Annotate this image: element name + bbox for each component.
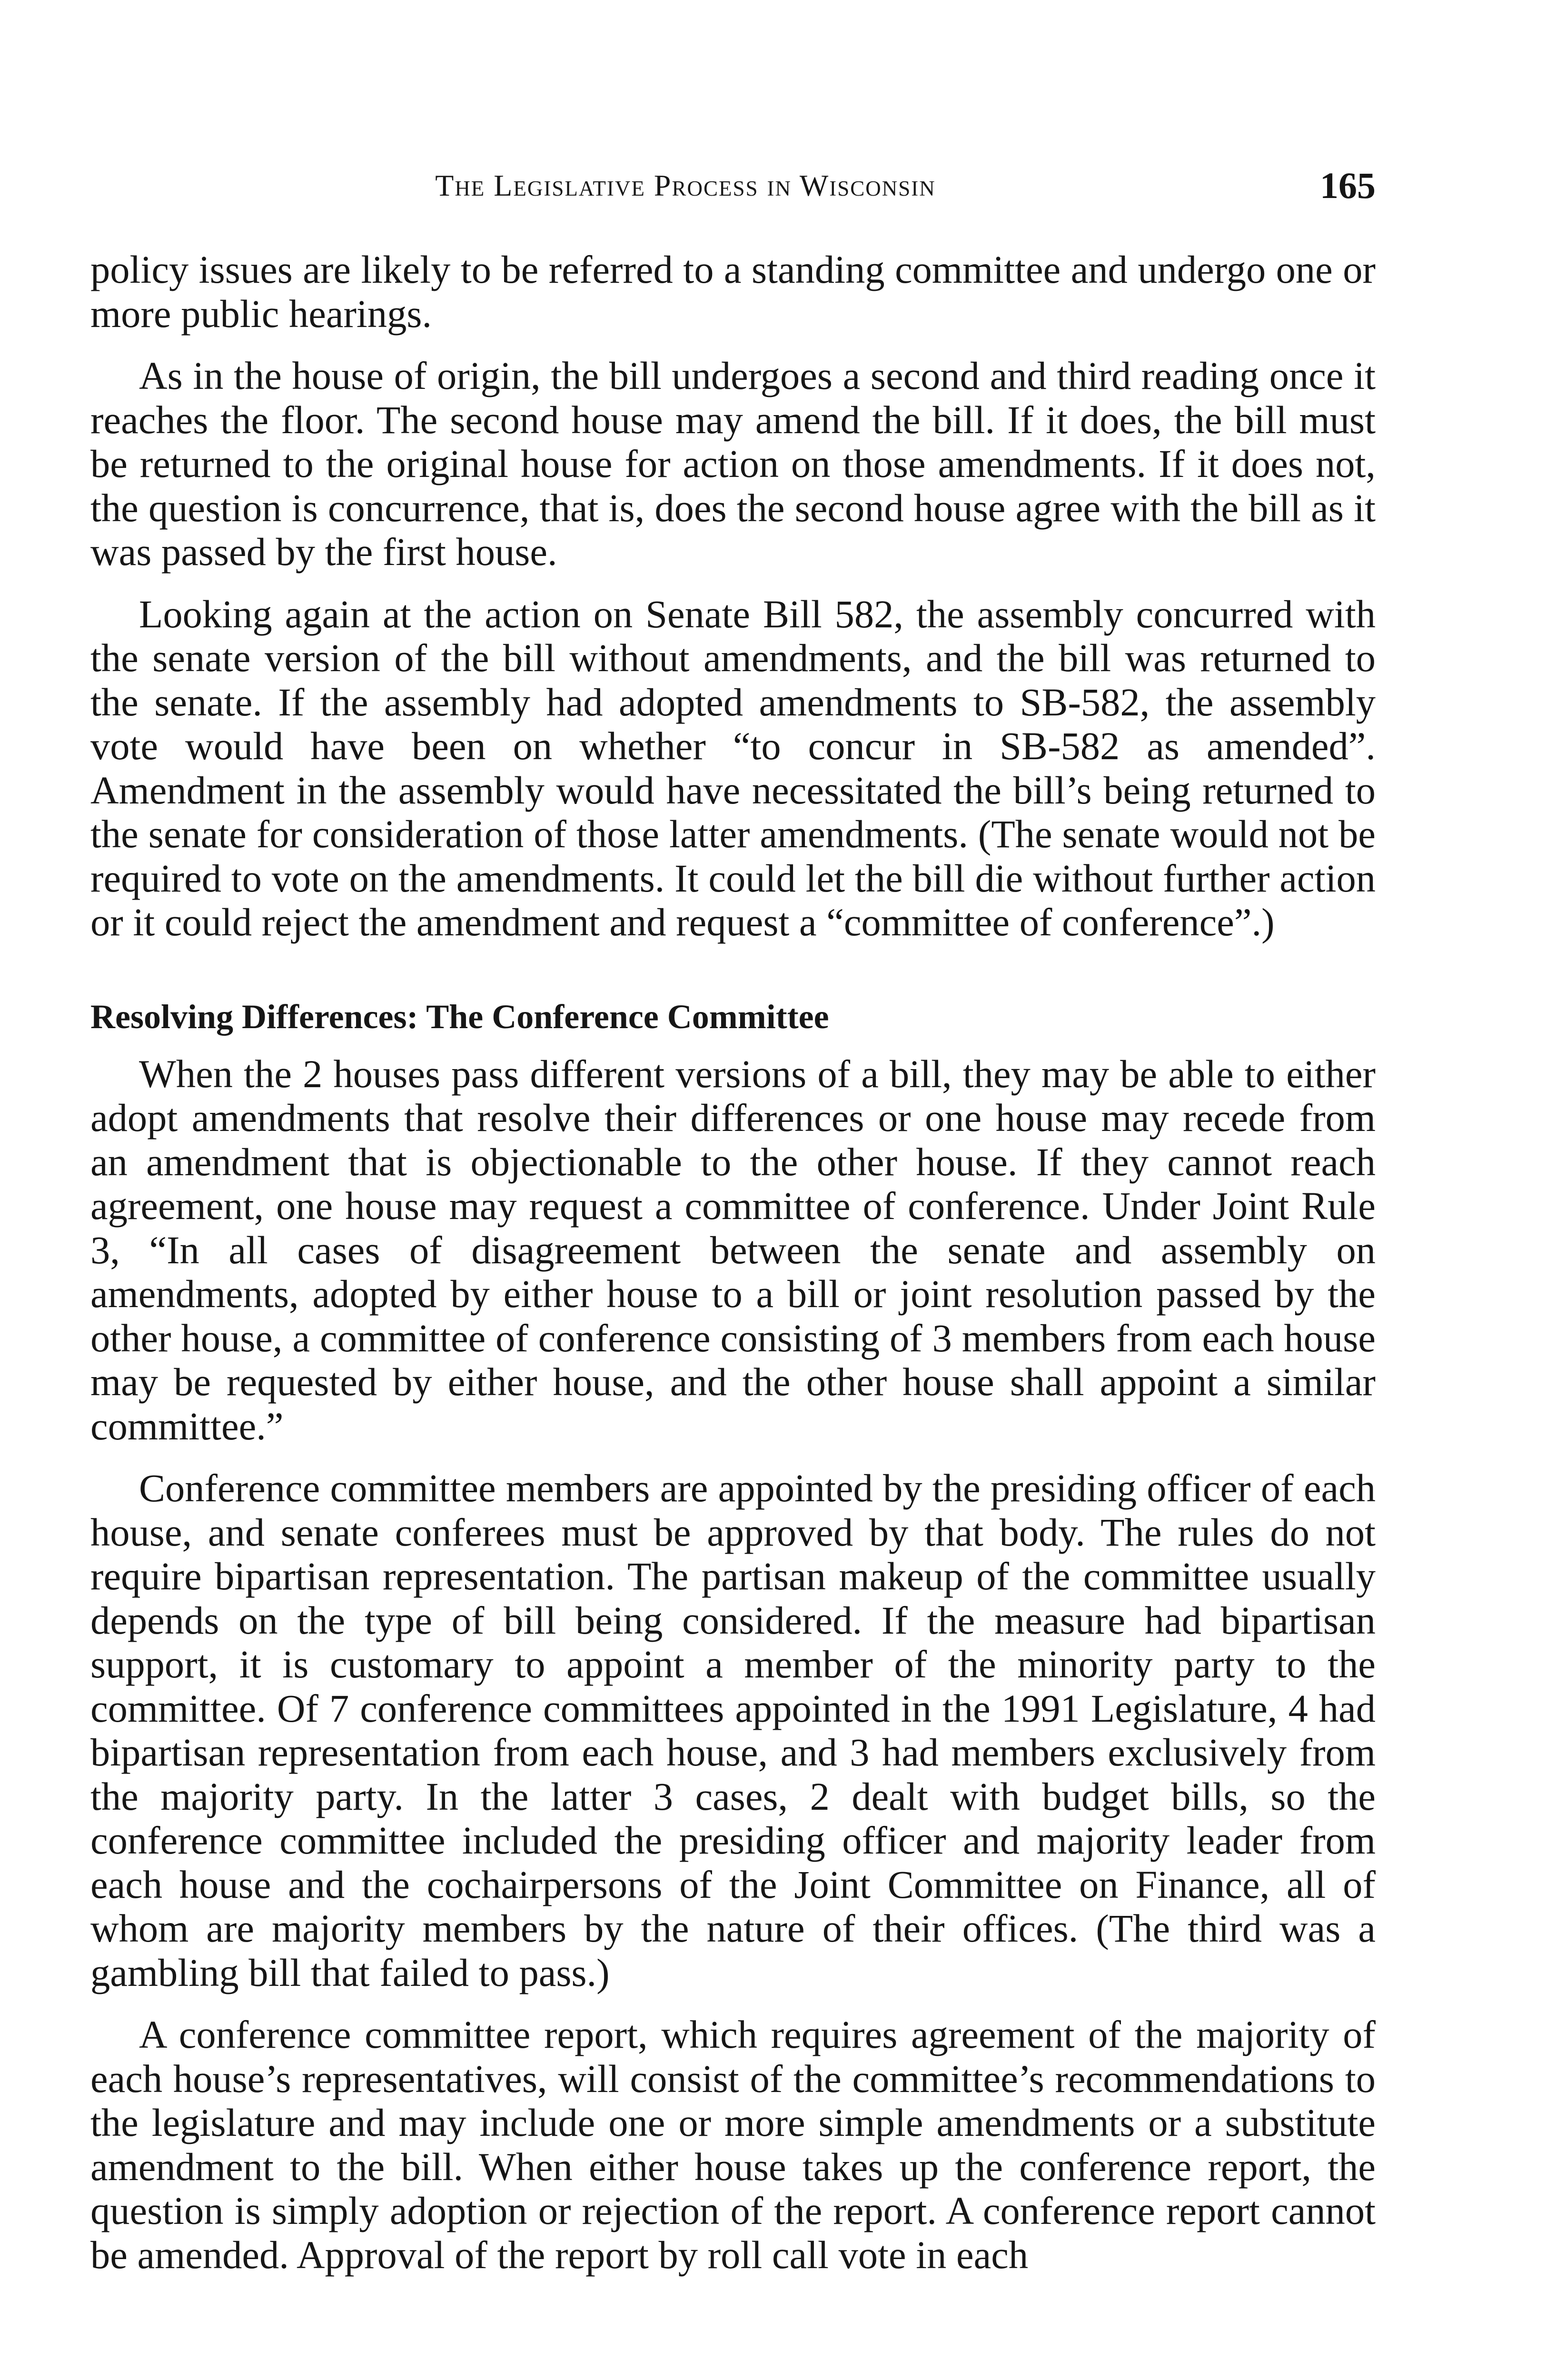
running-title: The Legislative Process in Wisconsin — [435, 169, 936, 202]
paragraph: As in the house of origin, the bill undergoes a second and third reading once it reaches the floor. The second house may amend the bill. If it does, the bill must be returned to the original house for action on those amendments. If it does not, the question is concurrence, that is, does the second house agree with the bill as it was passed by the first house. — [90, 354, 1376, 574]
section-heading: Resolving Differences: The Conference Committee — [90, 997, 829, 1036]
body-text — [90, 248, 1376, 2277]
paragraph: Looking again at the action on Senate Bill 582, the assembly concurred with the senate version of the bill without amendments, and the bill was returned to the senate. If the assembly had adopted amendments to SB-582, the assembly vote would have been on whether “to concur in SB-582 as amended”. Amendment in the assembly would have necessitated the bill’s being returned to the senate for consideration of those latter amendments. (The senate would not be required to vote on the amendments. It could let the bill die without further action or it could reject the amendment and request a “committee of conference”.) — [90, 592, 1376, 944]
running-head — [90, 157, 1376, 214]
paragraph: A conference committee report, which requires agreement of the majority of each house’s representatives, will consist of the committee’s recommendations to the legislature and may include one or more simple amendments or a substitute amendment to the bill. When either house takes up the conference report, the question is simply adoption or rejection of the report. A conference report cannot be amended. Approval of the report by roll call vote in each — [90, 2013, 1376, 2277]
paragraph: When the 2 houses pass different versions of a bill, they may be able to either adopt amendments that resolve their differences or one house may recede from an amendment that is objectionable to the other house. If they cannot reach agreement, one house may request a committee of conference. Under Joint Rule 3, “In all cases of disagreement between the senate and assembly on amendments, adopted by either house to a bill or joint resolution passed by the other house, a committee of conference consisting of 3 members from each house may be requested by either house, and the other house shall appoint a similar committee.” — [90, 1051, 1376, 1448]
paragraph-continued: policy issues are likely to be referred to a standing committee and undergo one or more public hearings. — [90, 248, 1376, 336]
paragraph: Conference committee members are appointed by the presiding officer of each house, and senate conferees must be approved by that body. The rules do not require bipartisan representation. The partisan makeup of the committee usually depends on the type of bill being considered. If the measure had bipartisan support, it is customary to appoint a member of the minority party to the committee. Of 7 conference committees appointed in the 1991 Legislature, 4 had bipartisan representation from each house, and 3 had members exclusively from the majority party. In the latter 3 cases, 2 dealt with budget bills, so the conference committee included the presiding officer and majority leader from each house and the cochairpersons of the Joint Committee on Finance, all of whom are majority members by the nature of their offices. (The third was a gambling bill that failed to pass.) — [90, 1466, 1376, 1994]
page-number: 165 — [1320, 165, 1376, 206]
